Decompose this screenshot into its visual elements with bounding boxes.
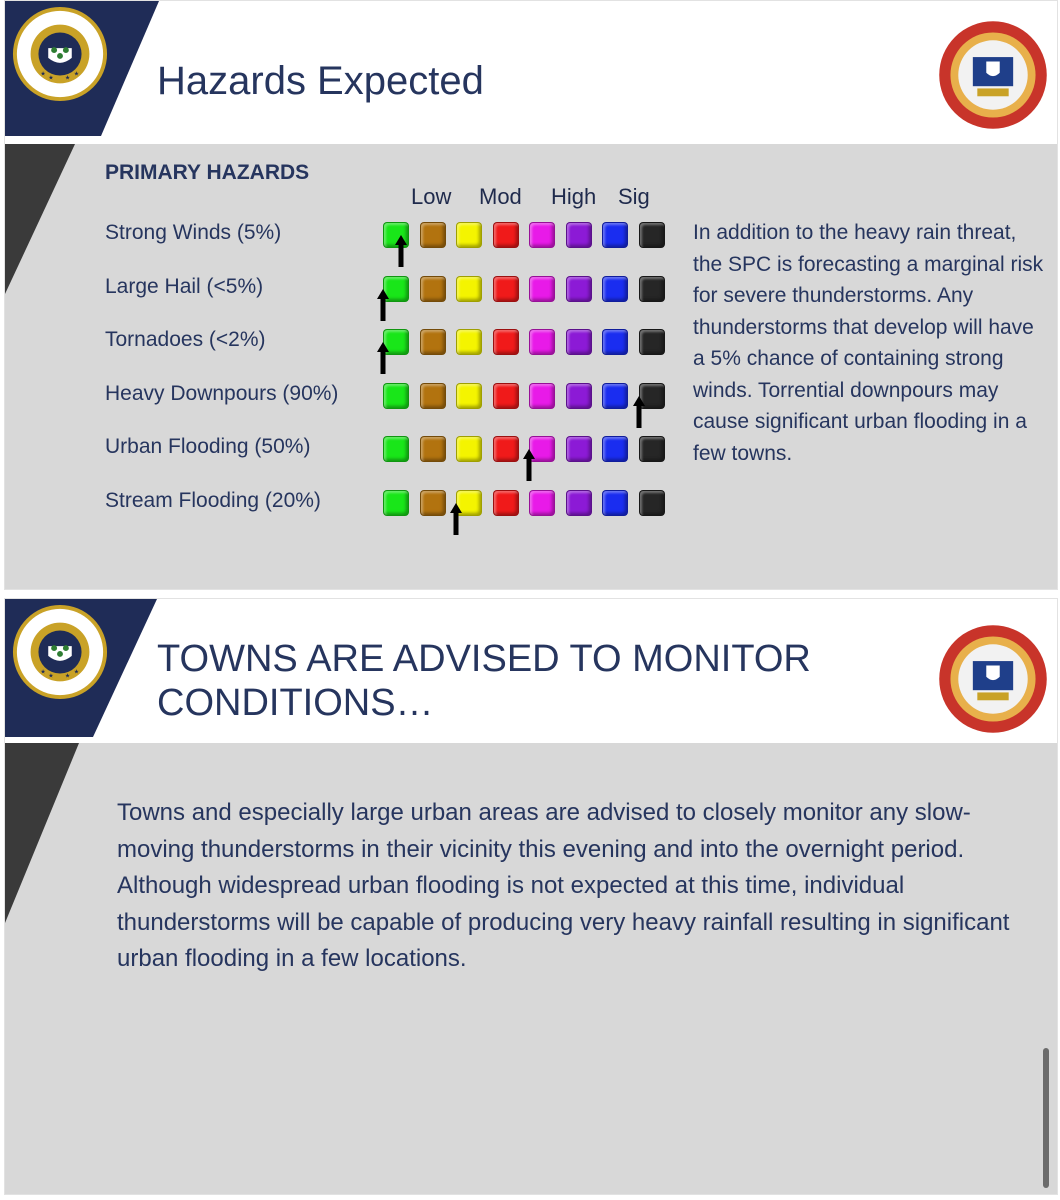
dark-wedge-decoration [5, 144, 85, 589]
hazard-level-box [529, 329, 555, 355]
slide-hazards-expected [4, 0, 1058, 590]
hazard-label: Tornadoes (<2%) [105, 328, 266, 351]
dark-wedge-decoration [5, 743, 85, 1194]
svg-text:★: ★ [64, 673, 71, 680]
hazard-level-box [566, 383, 592, 409]
hazard-level-box [602, 276, 628, 302]
hazard-level-arrow-icon [633, 396, 645, 428]
slide-title-line1: TOWNS ARE ADVISED TO MONITOR [157, 638, 811, 680]
svg-text:★: ★ [73, 71, 80, 78]
demhs-seal-logo [937, 623, 1049, 735]
hazard-level-arrow-icon [377, 342, 389, 374]
hazard-level-box [566, 329, 592, 355]
svg-text:★: ★ [40, 669, 46, 676]
hazard-level-box [602, 383, 628, 409]
hazard-level-box [456, 383, 482, 409]
hazard-level-box [566, 436, 592, 462]
demhs-seal-logo [937, 19, 1049, 131]
hazard-level-box [566, 276, 592, 302]
hazard-level-box [456, 329, 482, 355]
hazard-level-box [529, 276, 555, 302]
hazard-level-box [602, 329, 628, 355]
hazard-level-box [383, 490, 409, 516]
slide-title [157, 637, 811, 725]
hazard-description: In addition to the heavy rain threat, the SPC is forecasting a marginal risk for severe thunderstorms. Any thunderstorms that develop will have a 5% chance of containing strong winds. Torrential downpours may cause significant urban flooding in a few towns. [693, 221, 1044, 465]
hazard-level-box [493, 329, 519, 355]
hazard-level-arrow-icon [377, 289, 389, 321]
hazard-level-box [493, 222, 519, 248]
svg-text:★: ★ [64, 75, 71, 82]
hazard-level-box [420, 329, 446, 355]
hazard-level-box [493, 276, 519, 302]
hazard-level-box [639, 329, 665, 355]
slide-body [5, 743, 1057, 1194]
hazard-level-box [639, 490, 665, 516]
hazard-label: Strong Winds (5%) [105, 221, 282, 244]
ct-desp-seal-logo [11, 603, 109, 701]
hazard-label: Large Hail (<5%) [105, 274, 264, 298]
slide-title-line2: CONDITIONS… [157, 682, 434, 724]
level-high-label: High [551, 184, 597, 209]
slide-title: Hazards Expected [157, 59, 484, 103]
slide-towns-advised [4, 598, 1058, 1195]
hazard-level-box [602, 436, 628, 462]
ct-desp-seal-logo [11, 5, 109, 103]
hazard-level-arrow-icon [523, 449, 535, 481]
hazard-level-box [420, 222, 446, 248]
hazard-level-box [456, 436, 482, 462]
advisory-body-text: Towns and especially large urban areas are advised to closely monitor any slow-moving thunderstorms in their vicinity this evening and into the overnight period. Although widespread urban flooding is not expected at this time, individual thunderstorms will be capable of producing very heavy rainfall resulting in significant urban flooding in a few locations. [117, 799, 1010, 972]
slide-header [5, 599, 1057, 737]
hazard-level-arrow-icon [395, 235, 407, 267]
slide-header [5, 1, 1057, 136]
hazard-level-box [493, 490, 519, 516]
hazard-label: Heavy Downpours (90%) [105, 381, 339, 405]
hazard-level-box [566, 490, 592, 516]
svg-text:★: ★ [48, 75, 54, 82]
hazard-level-box [420, 276, 446, 302]
hazard-level-box [639, 436, 665, 462]
hazard-level-box [639, 276, 665, 302]
hazard-level-box [456, 222, 482, 248]
level-mod-label: Mod [479, 184, 522, 209]
svg-text:★: ★ [48, 673, 54, 680]
hazard-level-box [529, 222, 555, 248]
scrollbar-thumb[interactable] [1043, 1048, 1049, 1188]
svg-text:★: ★ [73, 669, 80, 676]
hazard-level-box [493, 436, 519, 462]
hazard-level-box [420, 436, 446, 462]
hazard-level-box [529, 490, 555, 516]
hazard-level-box [566, 222, 592, 248]
hazard-level-box [456, 276, 482, 302]
hazard-level-box [383, 436, 409, 462]
hazard-level-box [420, 490, 446, 516]
hazard-level-box [602, 490, 628, 516]
hazard-level-box [493, 383, 519, 409]
hazard-label: Urban Flooding (50%) [105, 435, 311, 458]
svg-text:★: ★ [40, 71, 46, 78]
hazard-label: Stream Flooding (20%) [105, 488, 321, 512]
hazard-level-box [420, 383, 446, 409]
level-sig-label: Sig [618, 184, 650, 209]
hazard-level-box [602, 222, 628, 248]
primary-hazards-heading: PRIMARY HAZARDS [105, 161, 310, 184]
slide-body [5, 144, 1057, 589]
hazard-level-box [529, 383, 555, 409]
hazard-level-box [639, 222, 665, 248]
level-low-label: Low [411, 184, 452, 209]
hazard-level-box [383, 383, 409, 409]
hazard-level-arrow-icon [450, 503, 462, 535]
